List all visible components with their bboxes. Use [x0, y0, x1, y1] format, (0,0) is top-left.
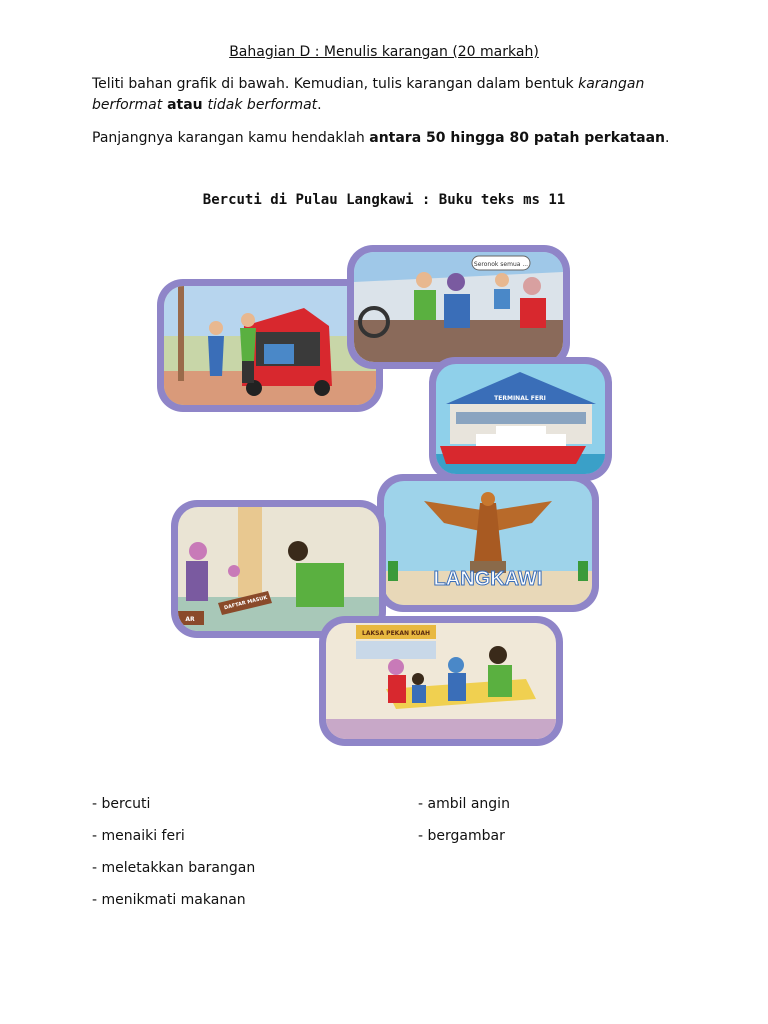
counter-sign-left-text: AR: [185, 616, 195, 623]
section-heading: Bahagian D : Menulis karangan (20 markah): [229, 44, 539, 60]
checkin-illustration: [178, 507, 379, 631]
instruction-paragraph-2: Panjangnya karangan kamu hendaklah antara 50 hingga 80 patah perkataan.: [92, 130, 670, 146]
word-item: - bercuti: [92, 796, 151, 812]
langkawi-sign-text: LANGKAWI: [433, 568, 543, 590]
restaurant-illustration: [326, 623, 556, 739]
word-list-left: [92, 788, 255, 916]
panel-ferry-terminal: [429, 357, 612, 481]
family-car-illustration: [354, 252, 563, 362]
word-list-right: [418, 788, 510, 852]
jetty-sign-text: TERMINAL FERI: [494, 395, 546, 402]
counter-sign-right-text: DAFTAR MASUK: [223, 594, 268, 612]
word-item: - ambil angin: [418, 796, 510, 812]
topic-title: Bercuti di Pulau Langkawi : Buku teks ms 11: [202, 192, 566, 208]
restaurant-sign-text: LAKSA PEKAN KUAH: [362, 630, 430, 637]
instruction-paragraph-1: Teliti bahan grafik di bawah. Kemudian, tulis karangan dalam bentuk karangan berformat atau tidak berformat.: [92, 76, 645, 113]
word-item: - menaiki feri: [92, 828, 185, 844]
panel-langkawi-eagle: [377, 474, 599, 612]
speech-bubble-text: Seronok semua ...: [473, 261, 529, 268]
word-item: - bergambar: [418, 828, 505, 844]
panel-family-in-car: [347, 245, 570, 369]
ferry-illustration: [436, 364, 605, 474]
word-item: - menikmati makanan: [92, 892, 246, 908]
langkawi-illustration: [384, 481, 592, 605]
word-item: - meletakkan barangan: [92, 860, 256, 876]
panel-restaurant: [319, 616, 563, 746]
loading-car-illustration: [164, 286, 376, 405]
